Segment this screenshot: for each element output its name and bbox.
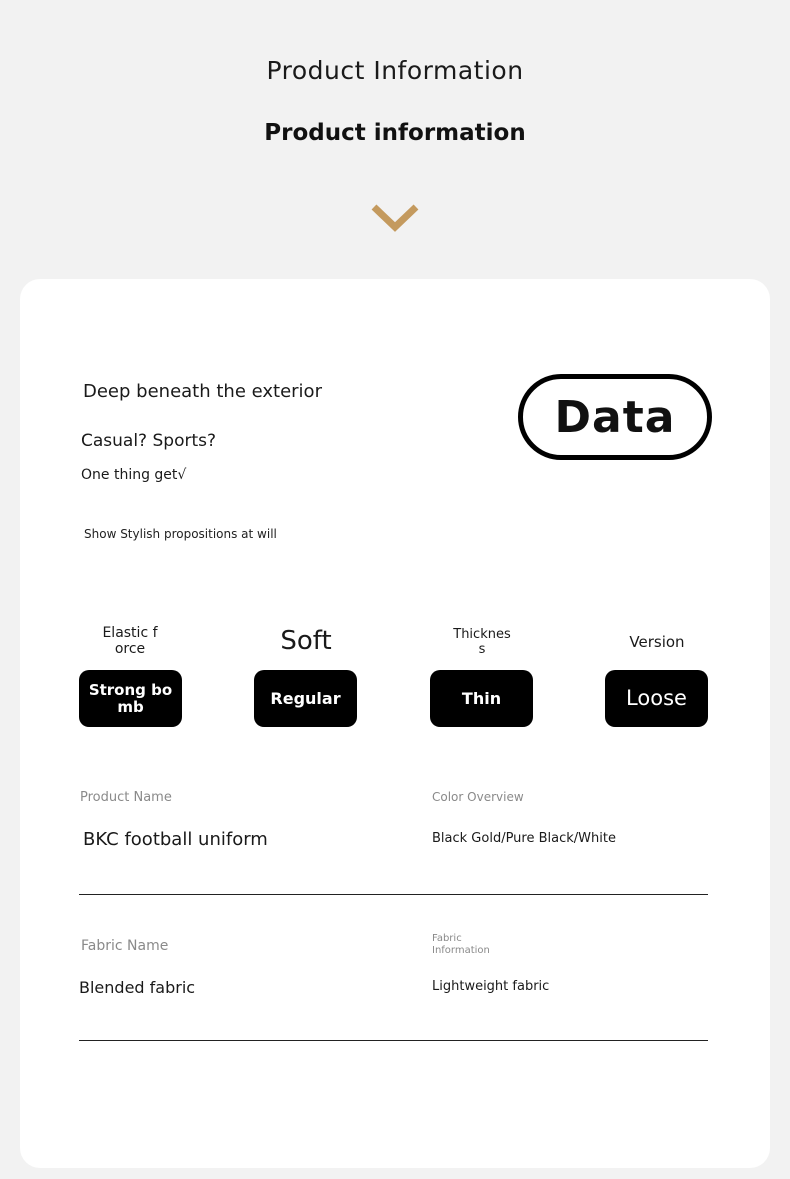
fabric-info-value: Lightweight fabric bbox=[432, 979, 550, 994]
fabric-name-value: Blended fabric bbox=[79, 978, 196, 997]
color-overview-label: Color Overview bbox=[432, 790, 524, 804]
details-divider bbox=[79, 894, 708, 895]
attribute-value-version: Loose bbox=[605, 670, 708, 727]
chevron-down-icon bbox=[370, 200, 420, 236]
attribute-label-soft: Soft bbox=[280, 626, 332, 656]
intro-heading: Deep beneath the exterior bbox=[83, 381, 322, 402]
intro-tagline: Show Stylish propositions at will bbox=[84, 527, 277, 541]
attribute-value-elastic: Strong bomb bbox=[79, 670, 182, 727]
attribute-label-elastic: Elastic force bbox=[102, 625, 158, 658]
details-divider bbox=[79, 1040, 708, 1041]
fabric-name-label: Fabric Name bbox=[81, 938, 169, 954]
data-badge: Data bbox=[518, 374, 712, 460]
attribute-label-thickness: Thickness bbox=[453, 627, 511, 657]
attribute-label-version: Version bbox=[629, 633, 685, 651]
attribute-value-soft: Regular bbox=[254, 670, 357, 727]
page-title: Product Information bbox=[266, 56, 524, 85]
fabric-info-label: Fabric Information bbox=[432, 933, 490, 956]
intro-note: One thing get√ bbox=[81, 467, 187, 483]
page-subtitle: Product information bbox=[264, 120, 526, 146]
product-name-value: BKC football uniform bbox=[83, 829, 268, 850]
product-name-label: Product Name bbox=[80, 790, 172, 805]
color-overview-value: Black Gold/Pure Black/White bbox=[432, 831, 616, 846]
intro-question: Casual? Sports? bbox=[81, 431, 217, 451]
attribute-value-thickness: Thin bbox=[430, 670, 533, 727]
